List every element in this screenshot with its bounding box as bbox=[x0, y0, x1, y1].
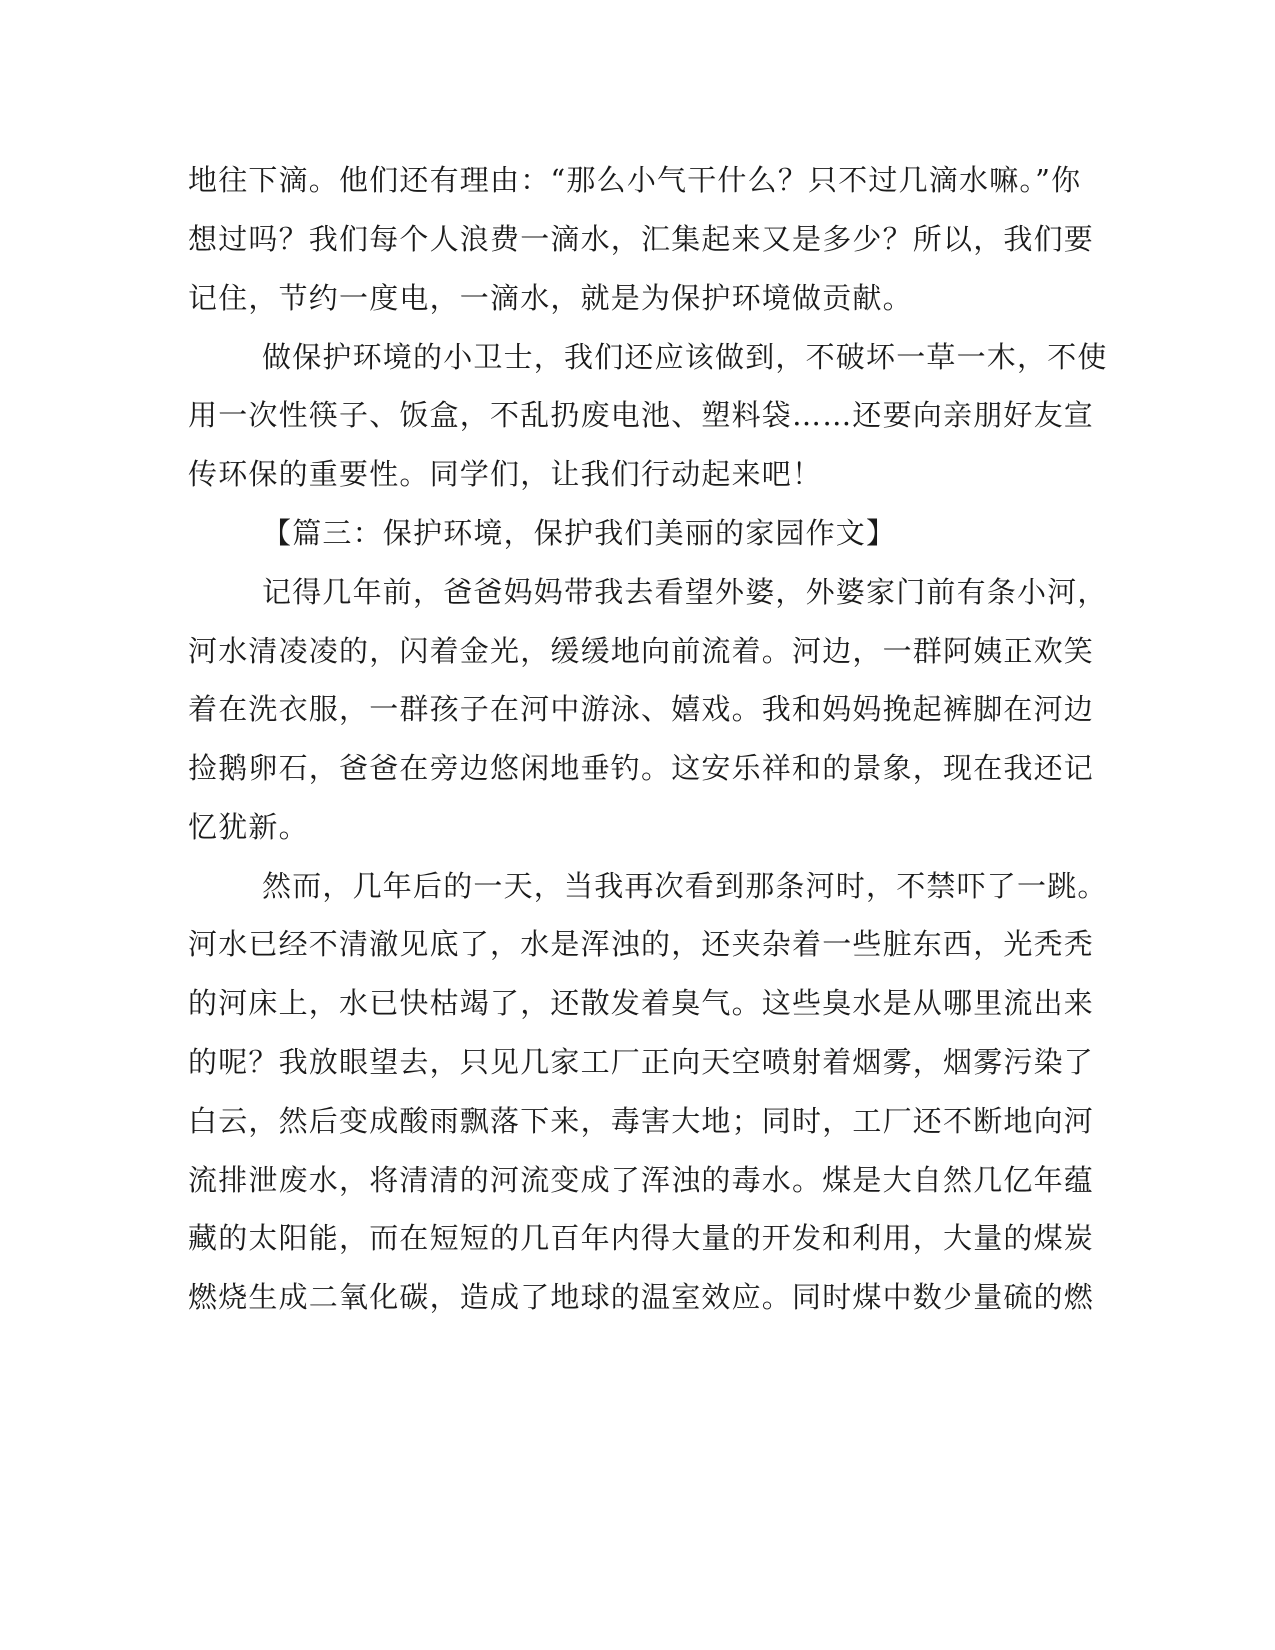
paragraph-first-line: 做保护环境的小卫士，我们还应该做到，不破坏一草一木，不使 bbox=[262, 340, 1108, 374]
text-line: 白云，然后变成酸雨飘落下来，毒害大地；同时，工厂还不断地向河 bbox=[188, 1104, 1095, 1138]
text-line: 燃烧生成二氧化碳，造成了地球的温室效应。同时煤中数少量硫的燃 bbox=[188, 1280, 1095, 1314]
paragraph-first-line: 记得几年前，爸爸妈妈带我去看望外婆，外婆家门前有条小河， bbox=[262, 575, 1108, 609]
text-line: 传环保的重要性。同学们，让我们行动起来吧！ bbox=[188, 457, 823, 491]
text-line: 着在洗衣服，一群孩子在河中游泳、嬉戏。我和妈妈挽起裤脚在河边 bbox=[188, 692, 1095, 726]
text-line: 河水已经不清澈见底了，水是浑浊的，还夹杂着一些脏东西，光秃秃 bbox=[188, 927, 1095, 961]
text-line: 的河床上，水已快枯竭了，还散发着臭气。这些臭水是从哪里流出来 bbox=[188, 986, 1095, 1020]
text-line: 捡鹅卵石，爸爸在旁边悠闲地垂钓。这安乐祥和的景象，现在我还记 bbox=[188, 751, 1095, 785]
text-line: 藏的太阳能，而在短短的几百年内得大量的开发和利用，大量的煤炭 bbox=[188, 1221, 1095, 1255]
text-line: 流排泄废水，将清清的河流变成了浑浊的毒水。煤是大自然几亿年蕴 bbox=[188, 1163, 1095, 1197]
section-heading: 【篇三：保护环境，保护我们美丽的家园作文】 bbox=[262, 516, 897, 550]
text-line: 记住，节约一度电，一滴水，就是为保护环境做贡献。 bbox=[188, 281, 913, 315]
paragraph-first-line: 然而，几年后的一天，当我再次看到那条河时，不禁吓了一跳。 bbox=[262, 869, 1108, 903]
text-line: 用一次性筷子、饭盒，不乱扔废电池、塑料袋……还要向亲朋好友宣 bbox=[188, 398, 1095, 432]
text-line: 想过吗？我们每个人浪费一滴水，汇集起来又是多少？所以，我们要 bbox=[188, 222, 1095, 256]
text-line: 河水清凌凌的，闪着金光，缓缓地向前流着。河边，一群阿姨正欢笑 bbox=[188, 634, 1095, 668]
text-line: 地往下滴。他们还有理由：“那么小气干什么？只不过几滴水嘛。”你 bbox=[188, 163, 1082, 197]
text-line: 忆犹新。 bbox=[188, 810, 309, 844]
text-line: 的呢？我放眼望去，只见几家工厂正向天空喷射着烟雾，烟雾污染了 bbox=[188, 1045, 1095, 1079]
